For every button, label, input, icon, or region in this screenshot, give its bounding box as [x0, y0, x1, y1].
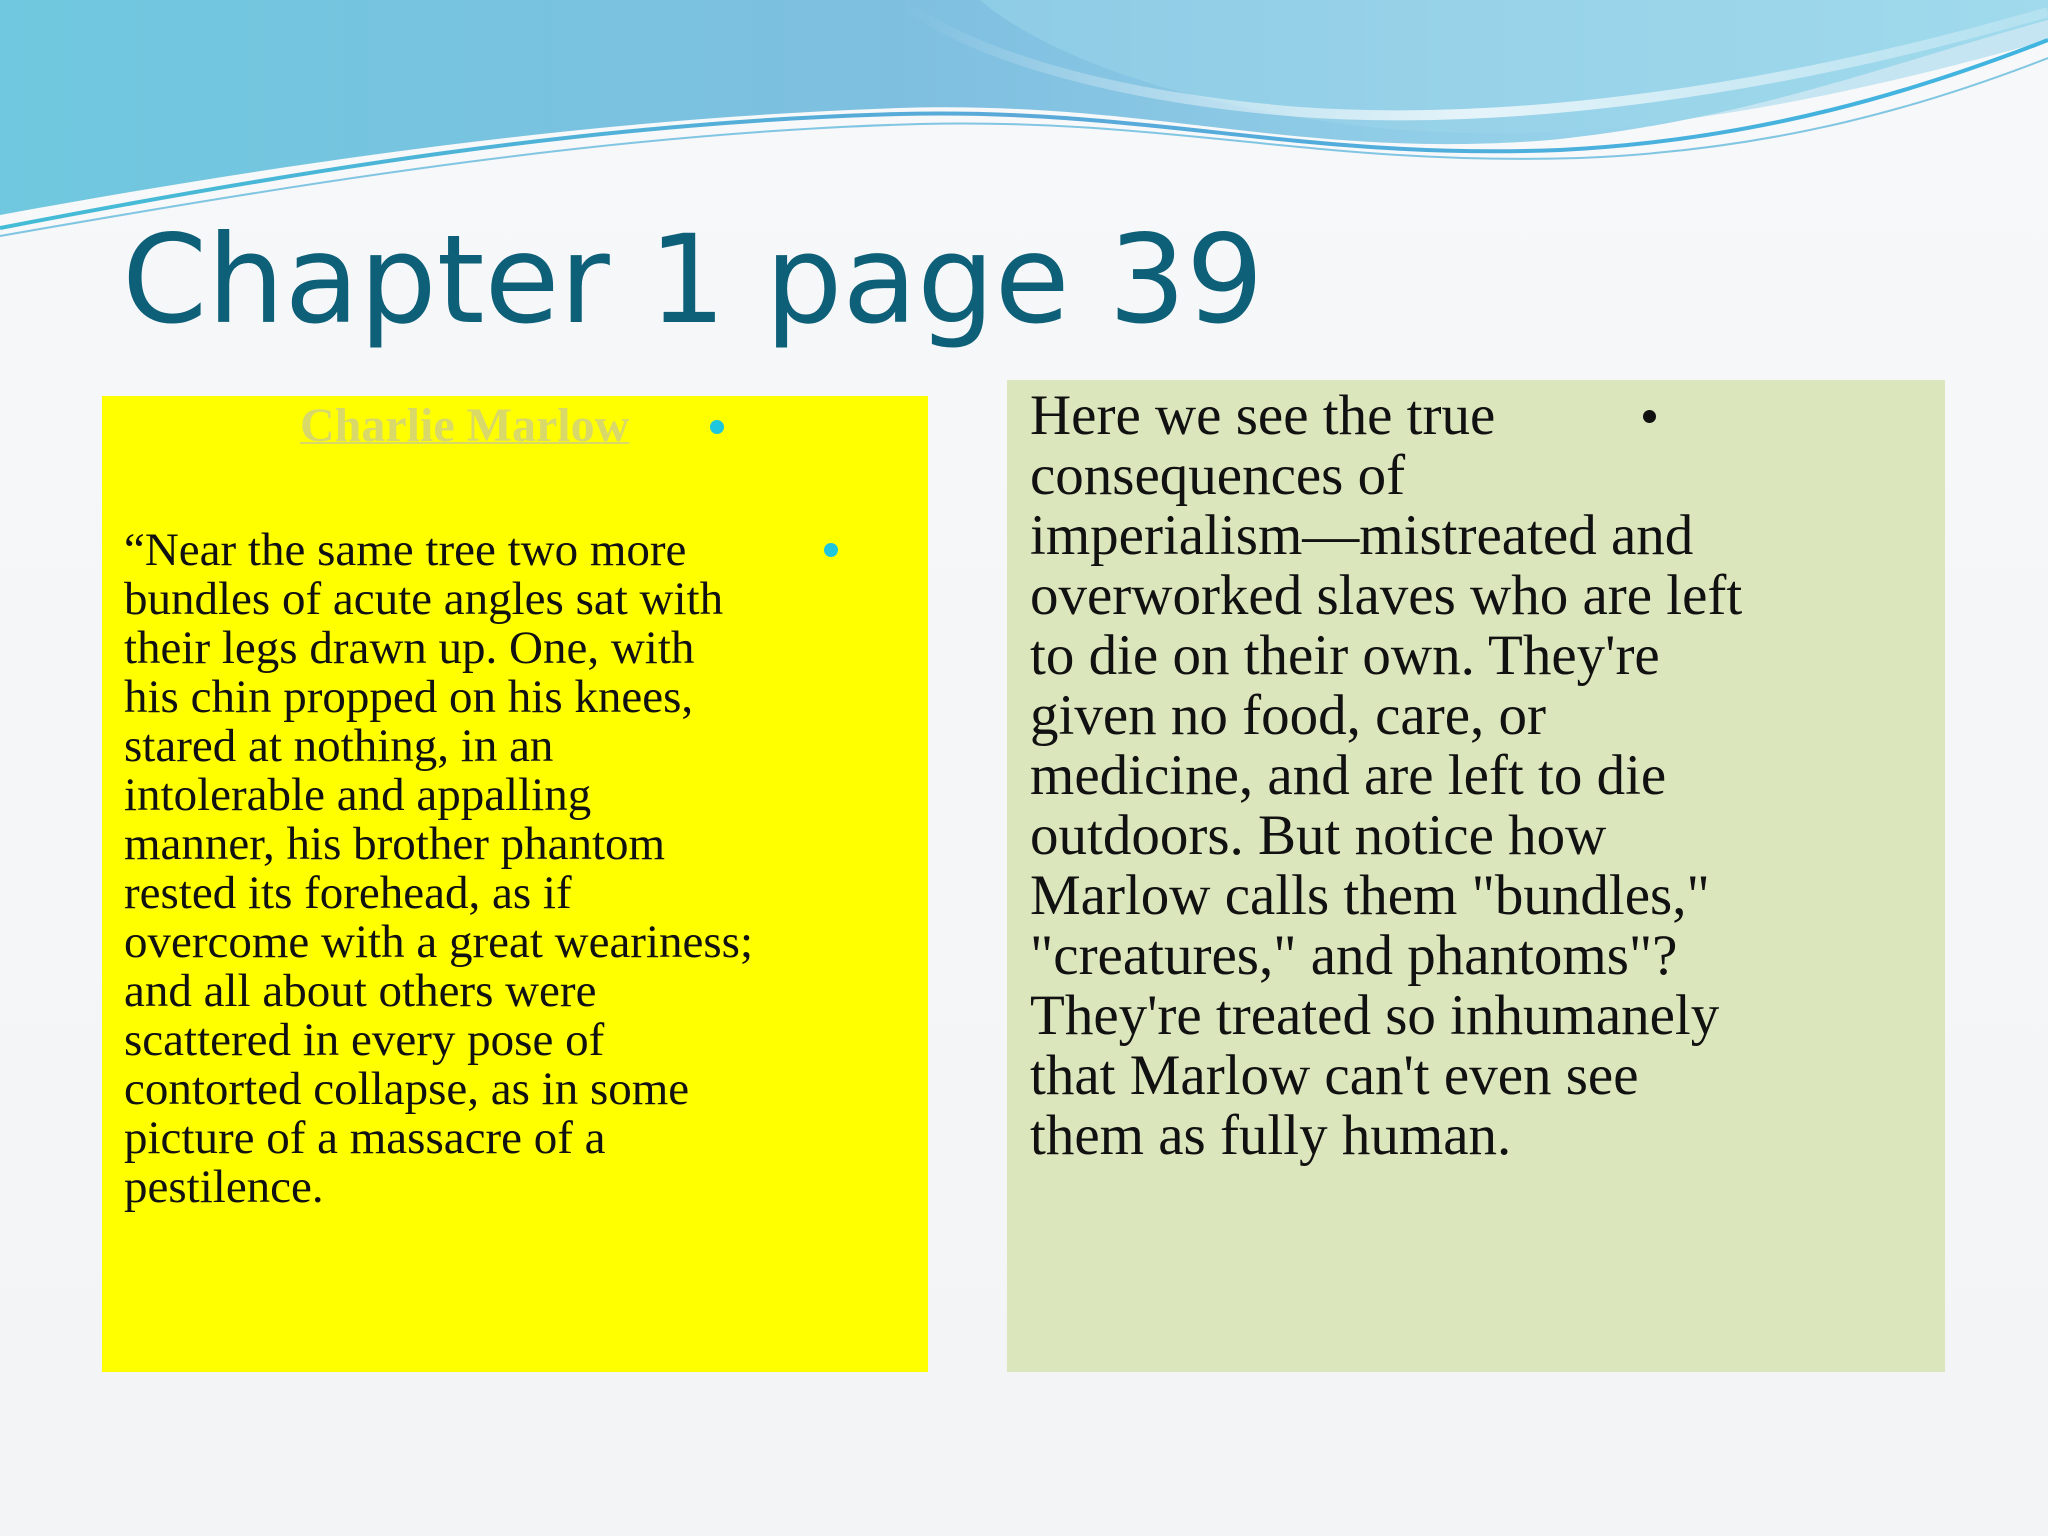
wave-header-decoration [0, 0, 2048, 240]
speaker-row [300, 401, 629, 451]
analysis-text: Here we see the true consequences of imperialism—mistreated and overworked slaves who are left to die on their own. They're given no food, care, or medicine, and are left to die outdoors. But notice how Marlow calls them "bundles," "creatures," and phantoms"? They're treated so inhumanely that Marlow can't even see them as fully human. [1030, 384, 1743, 1167]
quote-text: “Near the same tree two more bundles of acute angles sat with their legs drawn up. One, with his chin propped on his knees, stared at nothing, in an intolerable and appalling manner, his brother phantom rested its forehead, as if overcome with a great weariness; and all about others were scattered in every pose of contorted collapse, as in some picture of a massacre of a pestilence. [124, 524, 754, 1213]
slide-title: Chapter 1 page 39 [122, 209, 1264, 351]
speaker-bullet-icon [710, 420, 724, 434]
speaker-link[interactable]: Charlie Marlow [300, 399, 630, 452]
